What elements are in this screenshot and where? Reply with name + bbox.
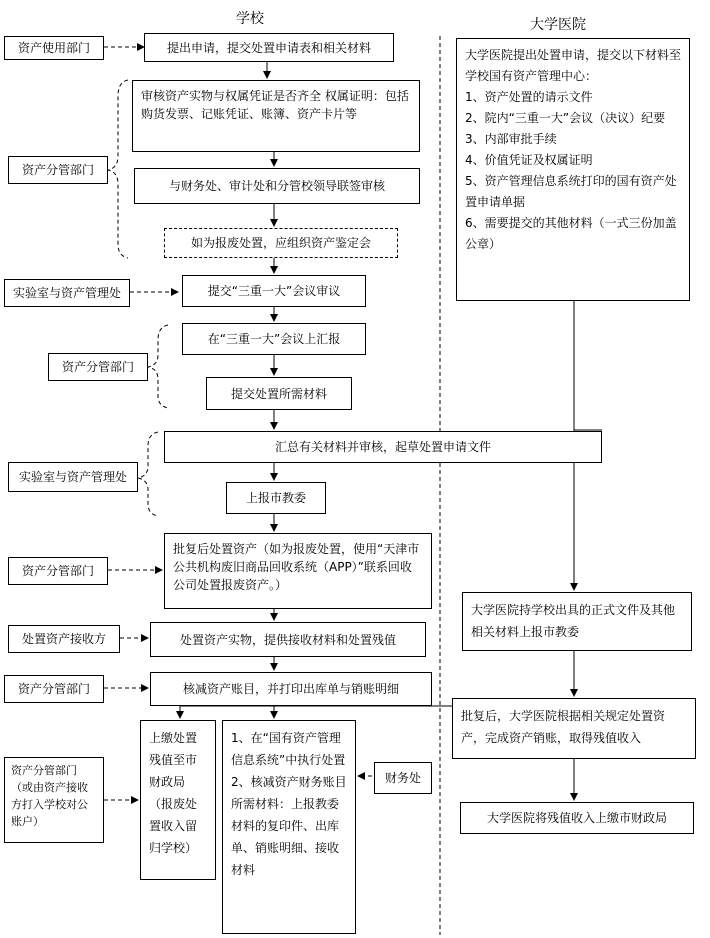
step-report-education-commission: 上报市教委 bbox=[226, 482, 326, 514]
hospital-item-3: 3、内部审批手续 bbox=[465, 132, 557, 146]
hospital-item-4: 4、价值凭证及权属证明 bbox=[465, 153, 593, 167]
step-appraisal-meeting: 如为报废处置，应组织资产鉴定会 bbox=[164, 228, 398, 258]
hospital-item-6: 6、需要提交的其他材料（一式三份加盖公章） bbox=[465, 216, 677, 251]
step-hand-over-assets: 处置资产实物，提供接收材料和处置残值 bbox=[150, 622, 426, 657]
step-report-at-meeting: 在“三重一大”会议上汇报 bbox=[182, 323, 366, 355]
hospital-header: 大学医院 bbox=[530, 17, 586, 33]
school-header: 学校 bbox=[236, 11, 264, 27]
hospital-remit: 大学医院将残值收入上缴市财政局 bbox=[460, 802, 694, 834]
actor-asset-user-dept: 资产使用部门 bbox=[4, 36, 104, 60]
actor-finance-office: 财务处 bbox=[374, 762, 432, 794]
actor-lab-asset-office-2: 实验室与资产管理处 bbox=[8, 462, 138, 492]
actor-asset-supervisor-dept-2: 资产分管部门 bbox=[48, 353, 148, 381]
step-dispose-assets: 批复后处置资产（如为报废处置，使用“天津市公共机构废旧商品回收系统（APP）”联系回收公司处置报废资产。） bbox=[164, 533, 432, 609]
hospital-intro: 大学医院提出处置申请，提交以下材料至学校国有资产管理中心： bbox=[465, 48, 682, 83]
hospital-item-5: 5、资产管理信息系统打印的国有资产处置申请单据 bbox=[465, 174, 677, 209]
actor-lab-asset-office: 实验室与资产管理处 bbox=[4, 279, 130, 307]
step-submit-materials: 提交处置所需材料 bbox=[206, 377, 352, 410]
step-remit-residual: 上缴处置残值至市财政局（报废处置收入留归学校） bbox=[140, 720, 216, 880]
hospital-report: 大学医院持学校出具的正式文件及其他相关材料上报市教委 bbox=[462, 592, 692, 651]
step-submit-to-meeting: 提交“三重一大”会议审议 bbox=[182, 275, 366, 307]
actor-asset-supervisor-dept-4: 资产分管部门 bbox=[4, 675, 104, 703]
actor-asset-supervisor-dept-3: 资产分管部门 bbox=[8, 557, 108, 585]
hospital-item-1: 1、资产处置的请示文件 bbox=[465, 90, 593, 104]
step-compile-draft: 汇总有关材料并审核，起草处置申请文件 bbox=[164, 431, 602, 463]
step-write-off-books: 核减资产账目，并打印出库单与销账明细 bbox=[150, 672, 432, 706]
step-review-ownership: 审核资产实物与权属凭证是否齐全 权属证明：包括购货发票、记账凭证、账簿、资产卡片等 bbox=[132, 80, 420, 152]
actor-asset-supervisor-dept: 资产分管部门 bbox=[8, 156, 108, 184]
actor-asset-supervisor-dept-5: 资产分管部门（或由资产接收方打入学校对公账户） bbox=[4, 757, 104, 843]
step-system-execution: 1、在“国有资产管理信息系统”中执行处置 2、核减资产财务账目 所需材料：上报教委材料的复印件、出库单、销账明细、接收材料 bbox=[222, 720, 356, 934]
step-submit-application: 提出申请，提交处置申请表和相关材料 bbox=[144, 33, 394, 62]
step-joint-signoff: 与财务处、审计处和分管校领导联签审核 bbox=[134, 168, 420, 204]
hospital-item-2: 2、院内“三重一大”会议（决议）纪要 bbox=[465, 111, 666, 125]
hospital-application bbox=[456, 38, 690, 301]
actor-disposal-recipient: 处置资产接收方 bbox=[8, 625, 120, 653]
hospital-dispose: 批复后，大学医院根据相关规定处置资产，完成资产销账，取得残值收入 bbox=[452, 698, 696, 759]
